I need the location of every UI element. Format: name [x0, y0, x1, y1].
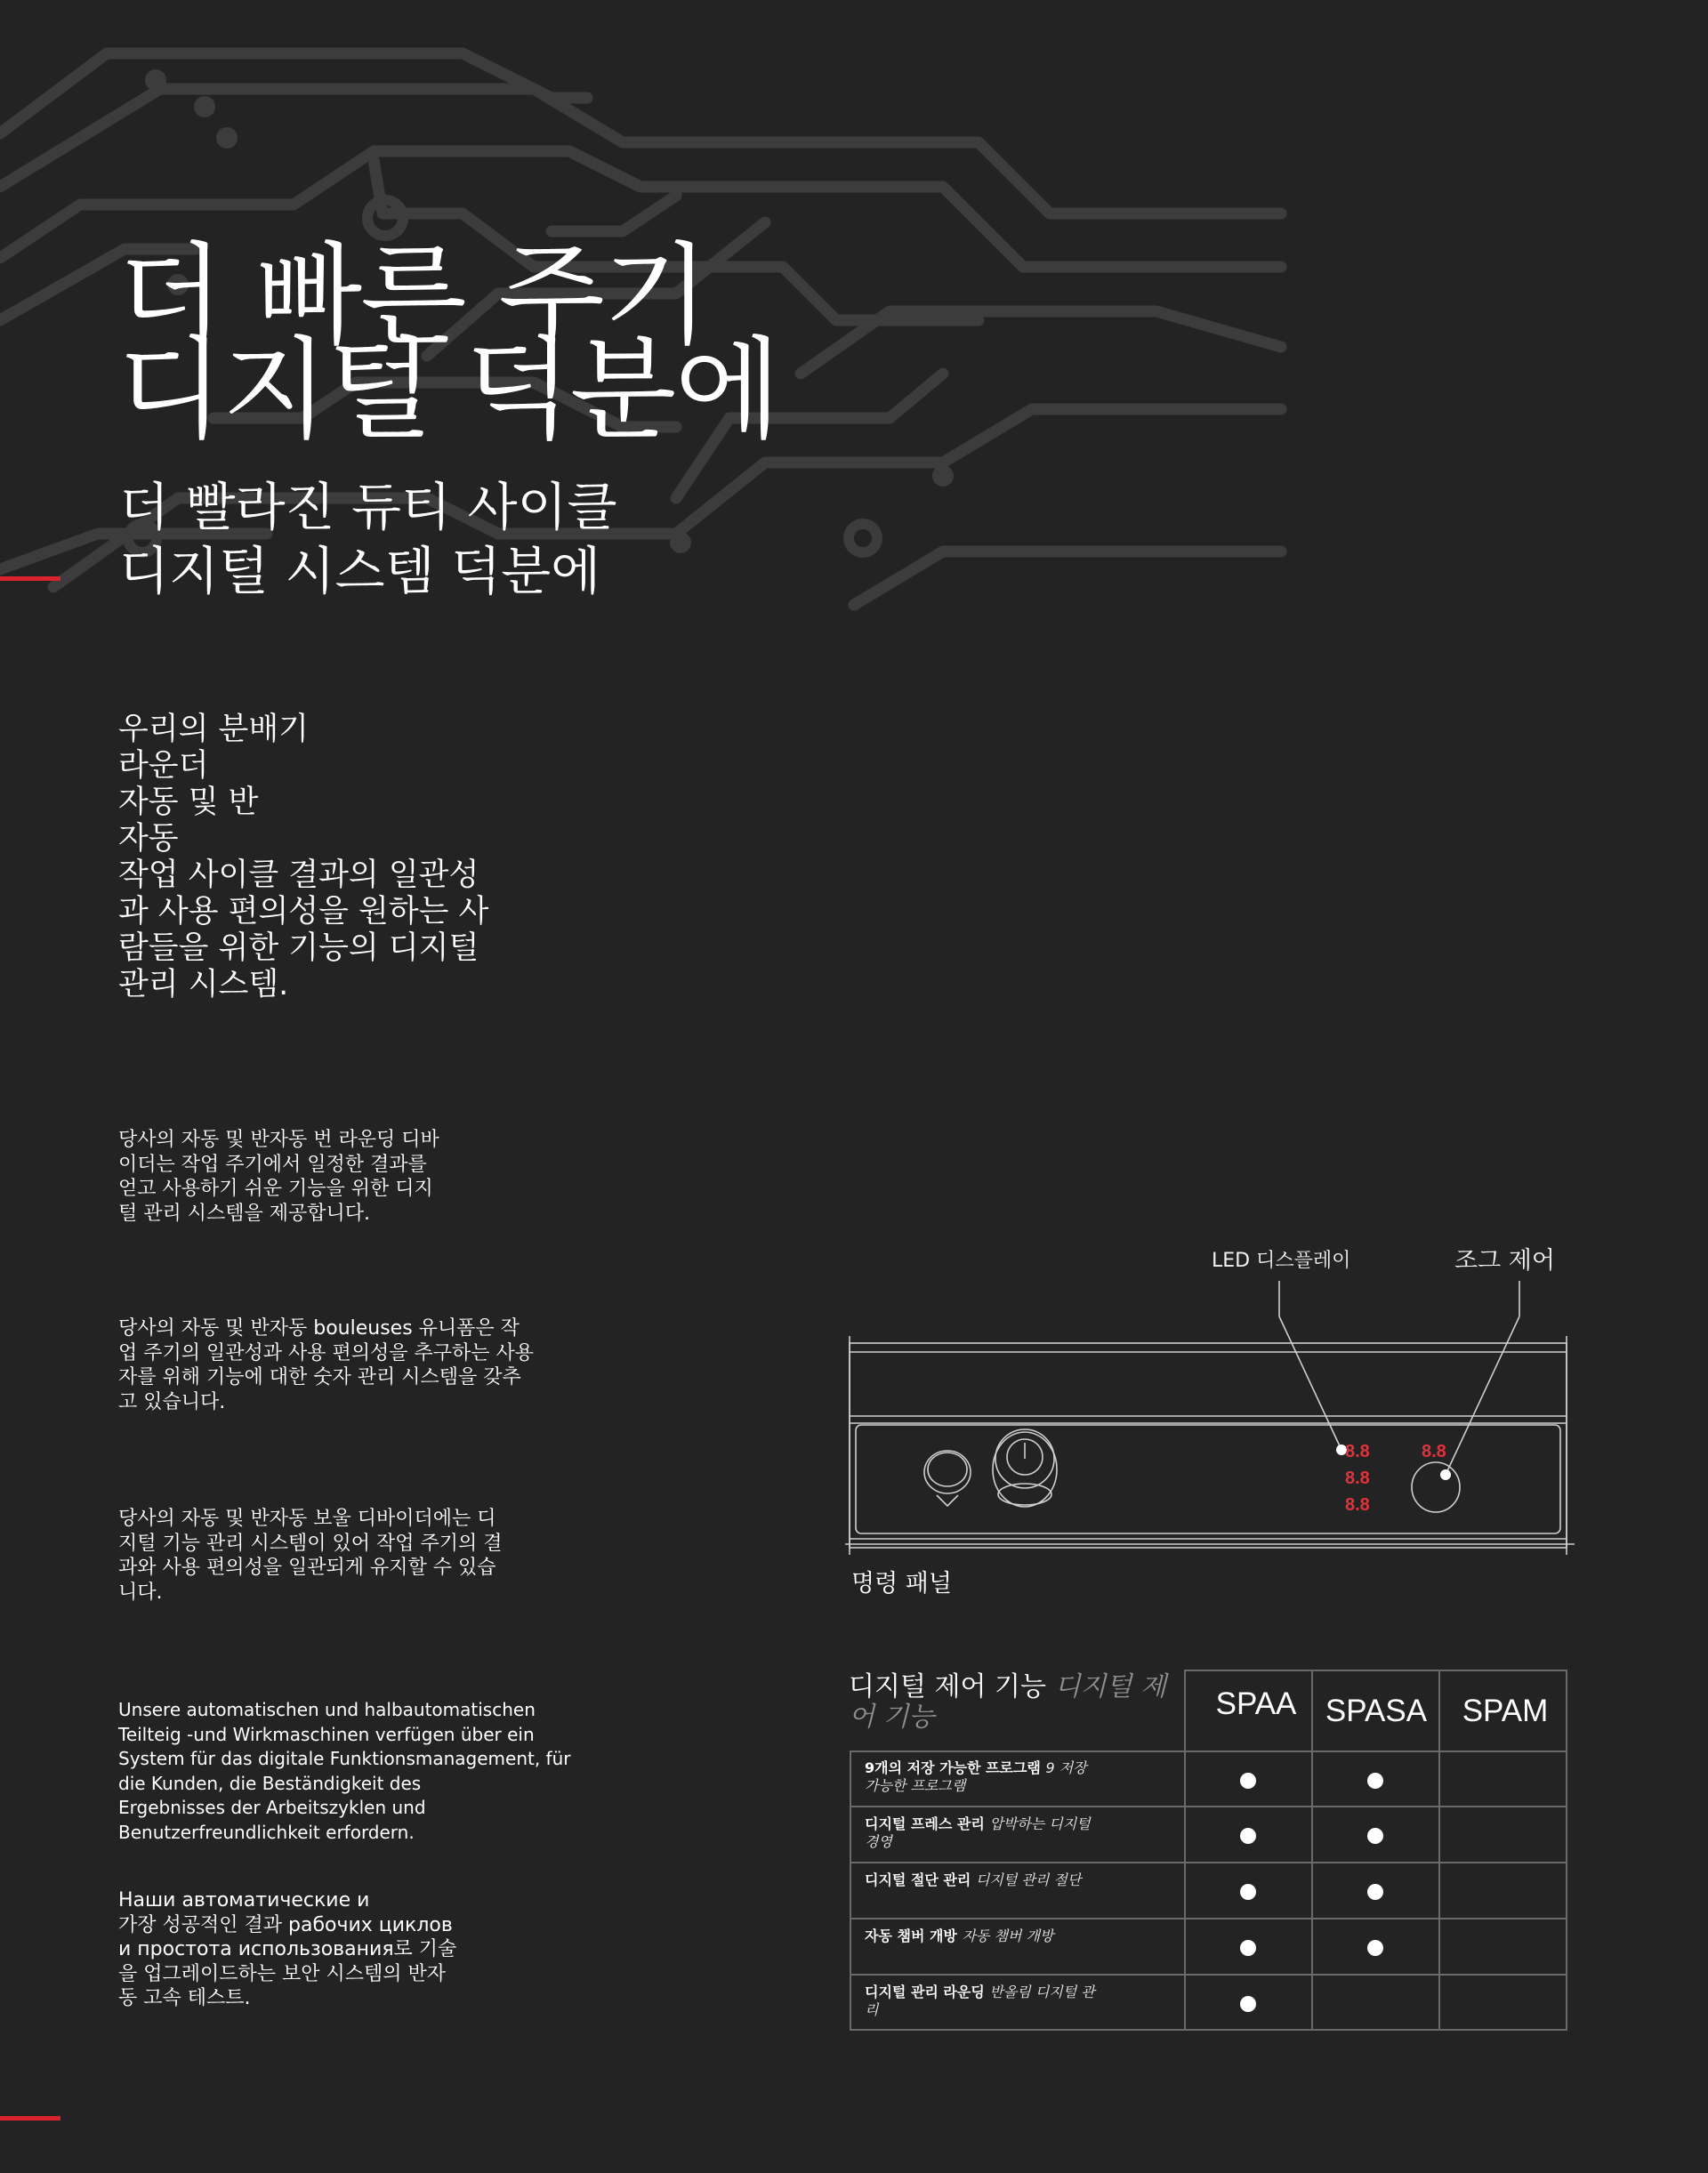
intro-line: 람들을 위한 기능의 디지털	[118, 930, 479, 966]
paragraph-line: 가장 성공적인 결과 рабочих циклов	[118, 1913, 453, 1936]
availability-dot	[1367, 1828, 1383, 1844]
paragraph-line: Unsere automatischen und halbautomatischen	[118, 1699, 536, 1720]
paragraph-line: 당사의 자동 및 반자동 bouleuses 유니폼은 작	[118, 1317, 520, 1340]
table-row-label	[865, 1984, 1096, 2019]
paragraph-line: 을 업그레이드하는 보안 시스템의 반자	[118, 1962, 447, 1985]
intro-line: 라운더	[118, 748, 209, 784]
accent-rule-bottom	[0, 2116, 60, 2121]
row-label-bold: 디지털 관리 라운딩	[865, 1984, 990, 2000]
paragraph-line: и простота использования로 기술	[118, 1938, 457, 1960]
row-label-bold: 디지털 절단 관리	[865, 1871, 976, 1888]
command-panel-drawing	[845, 1281, 1575, 1565]
availability-dot	[1240, 1828, 1256, 1844]
table-row-label	[865, 1871, 1096, 1889]
title-line: 디지털 덕분에	[117, 326, 780, 455]
table-row-label	[865, 1928, 1096, 1945]
paragraph-line: 과와 사용 편의성을 일관되게 유지할 수 있습	[118, 1557, 496, 1579]
page-title	[117, 232, 780, 455]
table-row-label	[865, 1759, 1096, 1795]
paragraph-line: 업 주기의 일관성과 사용 편의성을 추구하는 사용	[118, 1341, 535, 1364]
led-digit: 8.8	[1345, 1469, 1370, 1488]
led-display-label: LED 디스플레이	[1212, 1250, 1351, 1272]
row-label-italic: 9 저장 가능한 프로그램	[865, 1759, 1087, 1794]
paragraph-line: Teilteig -und Wirkmaschinen verfügen über ein	[118, 1723, 535, 1745]
paragraph-korean-2	[118, 1316, 616, 1414]
intro-line: 자동 및 반	[118, 785, 259, 820]
intro-line: 관리 시스템.	[118, 967, 289, 1002]
page-subtitle	[119, 475, 617, 603]
features-title-bold: 디지털 제어 기능	[849, 1671, 1055, 1702]
led-digit: 8.8	[1345, 1495, 1370, 1515]
row-label-bold: 디지털 프레스 관리	[865, 1815, 990, 1832]
paragraph-line: 니다.	[118, 1581, 163, 1604]
subtitle-line: 더 빨라진 듀티 사이클	[119, 477, 617, 537]
paragraph-line: Ergebnisses der Arbeitszyklen und	[118, 1797, 426, 1818]
paragraph-line: die Kunden, die Beständigkeit des	[118, 1772, 422, 1794]
paragraph-line: Benutzerfreundlichkeit erfordern.	[118, 1821, 415, 1843]
table-border	[1185, 1670, 1567, 1671]
table-border	[850, 1806, 1567, 1807]
paragraph-line: 자를 위해 기능에 대한 숫자 관리 시스템을 갖추	[118, 1366, 521, 1388]
column-header-spasa: SPASA	[1325, 1694, 1428, 1728]
paragraph-line: System für das digitale Funktionsmanagement, für	[118, 1748, 571, 1769]
availability-dot	[1240, 1884, 1256, 1900]
paragraph-line: 이더는 작업 주기에서 일정한 결과를	[118, 1153, 427, 1176]
paragraph-line: 고 있습니다.	[118, 1390, 226, 1413]
features-table-title	[849, 1672, 1178, 1733]
paragraph-line: 당사의 자동 및 반자동 보울 디바이더에는 디	[118, 1508, 496, 1530]
command-panel-label: 명령 패널	[851, 1570, 952, 1598]
intro-line: 과 사용 편의성을 원하는 사	[118, 894, 489, 930]
paragraph-line: 지털 기능 관리 시스템이 있어 작업 주기의 결	[118, 1532, 503, 1555]
row-label-italic: 압박하는 디지털 경영	[865, 1815, 1091, 1850]
paragraph-line: 털 관리 시스템을 제공합니다.	[118, 1202, 370, 1225]
availability-dot	[1367, 1940, 1383, 1956]
availability-dot	[1240, 1940, 1256, 1956]
jog-control-label: 조그 제어	[1454, 1247, 1555, 1275]
paragraph-line: Наши автоматические и	[118, 1889, 370, 1911]
column-header-spam: SPAM	[1462, 1694, 1549, 1728]
availability-dot	[1367, 1773, 1383, 1789]
row-label-italic: 반올림 디지털 관리	[865, 1984, 1095, 2018]
availability-dot	[1367, 1884, 1383, 1900]
table-border	[1184, 1670, 1186, 2031]
paragraph-line: 동 고속 테스트.	[118, 1987, 251, 2009]
subtitle-line: 디지털 시스템 덕분에	[119, 541, 601, 601]
paragraph-line: 얻고 사용하기 쉬운 기능을 위한 디지	[118, 1178, 433, 1200]
availability-dot	[1240, 1996, 1256, 2012]
availability-dot	[1240, 1773, 1256, 1789]
paragraph-german	[118, 1698, 581, 1845]
table-border	[850, 1862, 1567, 1863]
table-border	[850, 1974, 1567, 1976]
row-label-italic: 자동 챔버 개방	[962, 1928, 1054, 1944]
table-row-label	[865, 1815, 1096, 1851]
intro-line: 우리의 분배기	[118, 712, 309, 747]
features-title-italic: 디지털 제어 기능	[849, 1671, 1166, 1733]
paragraph-line: 당사의 자동 및 반자동 번 라운딩 디바	[118, 1129, 439, 1151]
intro-line: 자동	[118, 821, 179, 857]
table-border	[850, 1750, 851, 2031]
led-digit: 8.8	[1345, 1442, 1370, 1461]
led-digit: 8.8	[1422, 1442, 1446, 1461]
paragraph-russian	[118, 1888, 545, 2011]
table-border	[850, 2029, 1567, 2031]
row-label-bold: 자동 챔버 개방	[865, 1928, 963, 1944]
table-border	[850, 1918, 1567, 1919]
table-border	[850, 1750, 1567, 1752]
title-line: 더 빠른 주기	[117, 232, 708, 360]
paragraph-korean-1	[118, 1128, 545, 1226]
row-label-italic: 디지털 관리 절단	[975, 1871, 1082, 1888]
row-label-bold: 9개의 저장 가능한 프로그램	[865, 1759, 1046, 1776]
intro-line: 작업 사이클 결과의 일관성	[118, 857, 479, 893]
accent-rule-top	[0, 576, 60, 581]
intro-text	[118, 712, 488, 1003]
paragraph-korean-3	[118, 1507, 545, 1605]
column-header-spaa: SPAA	[1215, 1686, 1297, 1721]
